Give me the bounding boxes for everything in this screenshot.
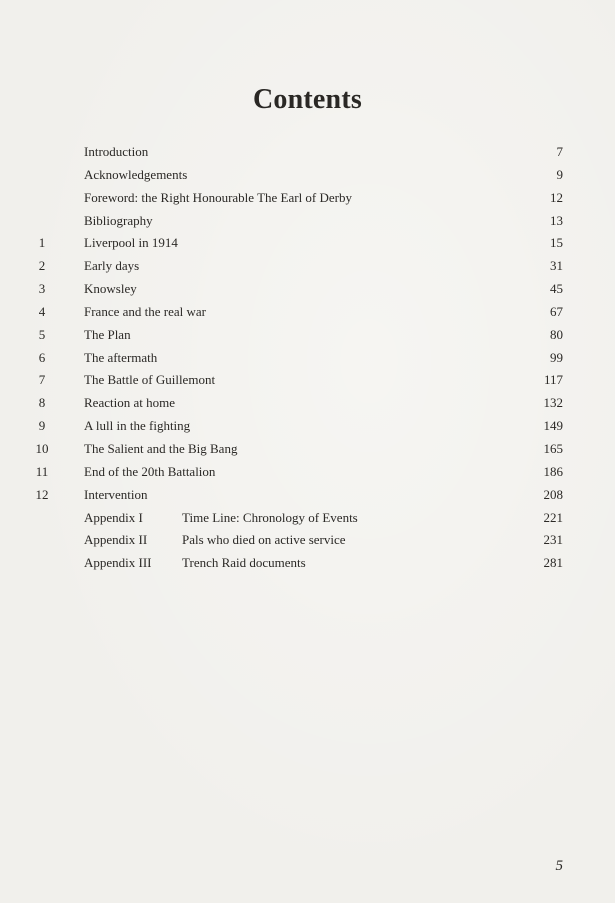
toc-row (0, 301, 615, 324)
chapter-number: 6 (38, 349, 46, 365)
chapter-number: 8 (38, 395, 46, 411)
toc-row (0, 255, 615, 278)
folio-page-number: 5 (555, 858, 563, 874)
toc-row (0, 324, 615, 347)
page-number: 231 (543, 532, 563, 548)
entry-subtitle: Pals who died on active service (182, 532, 346, 548)
entry-title: The Plan (84, 326, 131, 342)
page-number: 186 (543, 463, 563, 479)
page-number: 117 (543, 372, 563, 388)
page-number: 208 (543, 486, 563, 502)
page-title: Contents (253, 84, 362, 115)
entry-title: The Battle of Guillemont (84, 372, 216, 388)
entry-title: Early days (84, 258, 140, 274)
toc-row (0, 347, 615, 370)
entry-title: Knowsley (84, 281, 137, 297)
chapter-number: 10 (35, 440, 49, 456)
toc-row (0, 210, 615, 233)
chapter-number: 3 (38, 281, 46, 297)
toc-row (0, 415, 615, 438)
page-number: 9 (556, 166, 563, 182)
page-number: 99 (550, 349, 563, 365)
entry-title: Acknowledgements (84, 166, 188, 182)
entry-title: Appendix II (84, 532, 148, 548)
page-number: 13 (550, 212, 563, 228)
toc-row (0, 232, 615, 255)
chapter-number: 5 (38, 326, 46, 342)
toc-row (0, 484, 615, 507)
page-number: 67 (550, 303, 563, 319)
chapter-number: 9 (38, 418, 46, 434)
table-of-contents (0, 141, 615, 575)
page-number: 165 (543, 440, 563, 456)
toc-row (0, 187, 615, 210)
page-number: 149 (543, 418, 563, 434)
chapter-number: 2 (38, 258, 46, 274)
chapter-number: 12 (35, 486, 49, 502)
toc-row (0, 369, 615, 392)
toc-row (0, 141, 615, 164)
entry-title: The aftermath (84, 349, 158, 365)
toc-row (0, 278, 615, 301)
entry-title: Liverpool in 1914 (84, 235, 178, 251)
entry-title: Appendix III (84, 555, 152, 571)
entry-title: The Salient and the Big Bang (84, 440, 238, 456)
entry-title: Foreword: the Right Honourable The Earl of Derby (84, 189, 352, 205)
toc-row (0, 529, 615, 552)
page-number: 12 (550, 189, 563, 205)
toc-row (0, 552, 615, 575)
entry-subtitle: Time Line: Chronology of Events (182, 509, 358, 525)
page-number: 45 (550, 281, 563, 297)
toc-row (0, 392, 615, 415)
toc-row (0, 438, 615, 461)
entry-title: Bibliography (84, 212, 153, 228)
page-number: 15 (550, 235, 563, 251)
entry-title: End of the 20th Battalion (84, 463, 216, 479)
toc-row (0, 507, 615, 530)
chapter-number: 1 (38, 235, 46, 251)
entry-title: France and the real war (84, 303, 206, 319)
chapter-number: 7 (38, 372, 46, 388)
page-number: 132 (543, 395, 563, 411)
entry-title: Intervention (84, 486, 148, 502)
page-number: 80 (550, 326, 563, 342)
entry-title: Appendix I (84, 509, 143, 525)
page-number: 7 (556, 144, 563, 159)
page-number: 221 (543, 509, 563, 525)
entry-subtitle: Trench Raid documents (182, 555, 306, 571)
entry-title: Reaction at home (84, 395, 175, 411)
entry-title: Introduction (84, 144, 149, 159)
entry-title: A lull in the fighting (84, 418, 191, 434)
page-number: 281 (543, 555, 563, 571)
chapter-number: 11 (35, 463, 49, 479)
toc-row (0, 461, 615, 484)
toc-row (0, 164, 615, 187)
page-number: 31 (550, 258, 563, 274)
chapter-number: 4 (38, 303, 46, 319)
